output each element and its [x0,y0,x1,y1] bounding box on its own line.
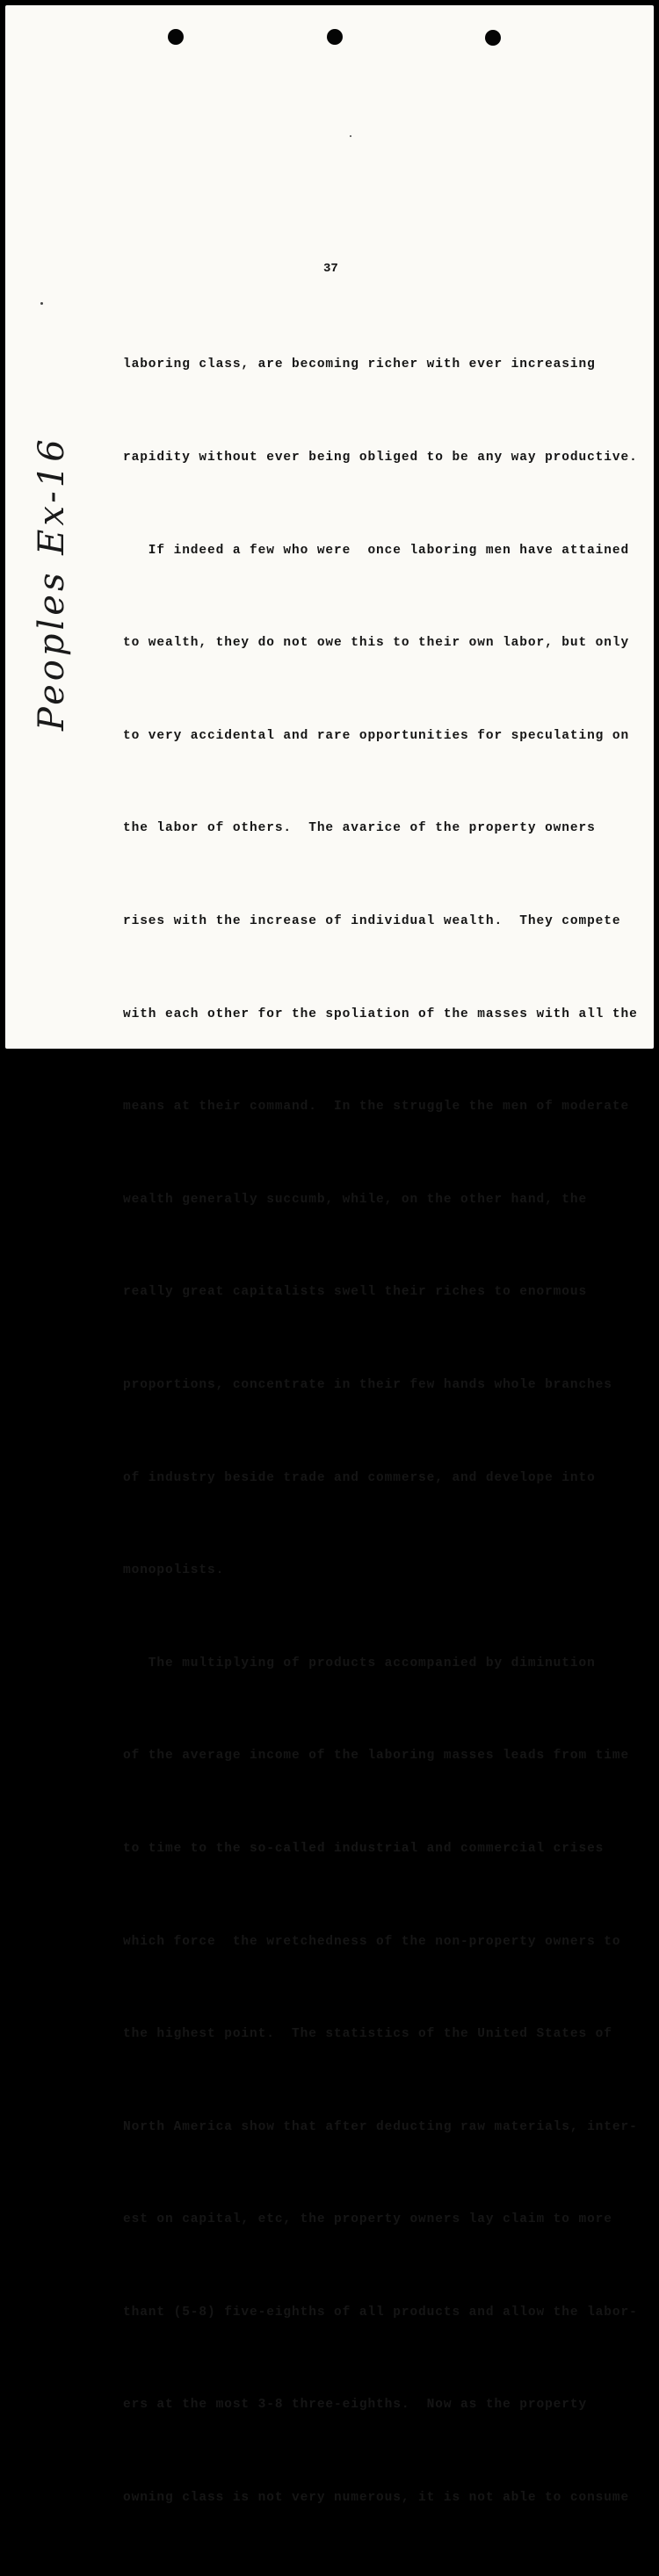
text-line: with each other for the spoliation of the masses with all the [123,1007,638,1021]
text-line: the highest point. The statistics of the United States of [123,2027,612,2042]
binder-hole-left [168,29,184,45]
text-line: North America show that after deducting raw materials, inter- [123,2119,638,2134]
text-line: really great capitalists swell their riches to enormous [123,1285,588,1300]
text-line: wealth generally succumb, while, on the other hand, the [123,1192,588,1207]
text-line: which force the wretchedness of the non-property owners to [123,1934,621,1949]
paper-speck [350,135,351,137]
paper-speck [40,302,43,305]
binder-hole-right [485,30,501,46]
text-line: of industry beside trade and commerse, and develope into [123,1470,596,1485]
text-line: to very accidental and rare opportunities for speculating on [123,728,630,743]
document-page [5,5,654,2506]
text-line: rises with the increase of individual wealth. They compete [123,913,621,928]
text-line: rapidity without ever being obliged to be any way productive. [123,451,638,465]
text-line: means at their command. In the struggle the men of moderate [123,1100,630,1115]
binder-hole-center [327,29,343,45]
text-line: If indeed a few who were once laboring men have attained [123,543,630,558]
text-line: thant (5-8) five-eighths of all products and allow the labor- [123,2305,638,2320]
text-line: the labor of others. The avarice of the property owners [123,821,596,836]
page-number: 37 [323,262,338,276]
text-line: ers at the most 3-8 three-eighths. Now as the property [123,2398,588,2413]
text-line: to time to the so-called industrial and commercial crises [123,1841,605,1856]
text-line: est on capital, etc, the property owners lay claim to more [123,2212,612,2227]
text-line: proportions, concentrate in their few hands whole branches [123,1377,612,1392]
text-line: laboring class, are becoming richer with ever increasing [123,357,596,372]
text-line: monopolists. [123,1563,225,1578]
text-line: to wealth, they do not owe this to their own labor, but only [123,636,630,651]
typed-text-body [123,288,641,2576]
text-line: The multiplying of products accompanied by diminution [123,1656,596,1670]
text-line: of the average income of the laboring masses leads from time [123,1749,630,1764]
handwritten-exhibit-label: Peoples Ex-16 [32,436,72,731]
text-line: owning class is not very numerous, it is not able to consume [123,2491,630,2506]
